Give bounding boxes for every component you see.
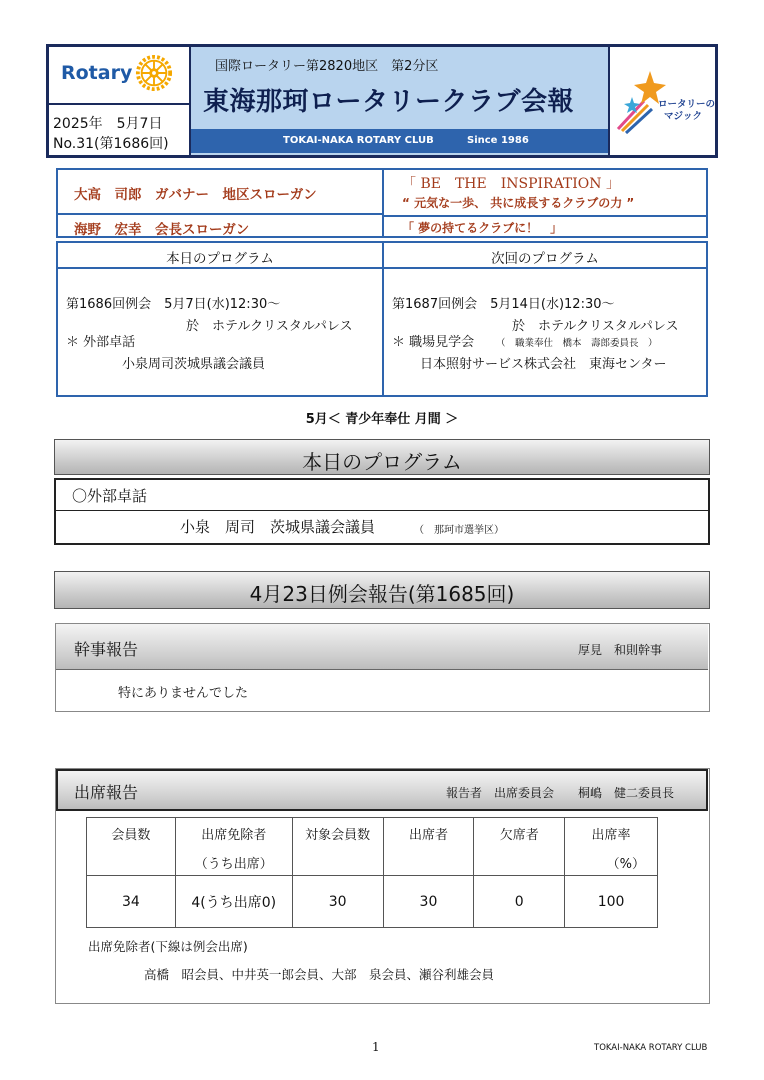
secretary-report-body: 特にありませんでした (118, 686, 249, 701)
magic-logo-text (658, 99, 715, 123)
att-head-present (383, 818, 474, 876)
next-line-3: ＊ 職場見学会 (392, 335, 475, 350)
today-line-4: 小泉周司茨城県議会議員 (122, 357, 266, 372)
today-program-header-label: 本日のプログラム (166, 251, 274, 267)
logo-area (49, 47, 189, 102)
rotary-wheel-icon (135, 54, 173, 92)
month-theme: 5月＜ 青少年奉仕 月間 ＞ (305, 412, 459, 427)
meeting-report-bar (54, 571, 710, 609)
today-line-1: 第1686回例会 5月7日(水)12:30～ (66, 297, 281, 312)
attendance-reporter: 報告者 出席委員会 桐嶋 健二委員長 (446, 786, 675, 800)
att-head-exempt (175, 818, 292, 876)
issue-info (49, 103, 189, 155)
today-program-divider (56, 510, 708, 511)
next-line-1: 第1687回例会 5月14日(水)12:30～ (392, 297, 615, 312)
today-line-2: 於 ホテルクリスタルパレス (186, 319, 353, 334)
page-number: 1 (372, 1040, 380, 1054)
today-program-body (58, 269, 384, 395)
secretary-reporter: 厚見 和則幹事 (578, 643, 663, 657)
att-head-absent-label: 欠席者 (499, 828, 539, 843)
att-val-target: 30 (292, 876, 383, 928)
today-program-box (54, 478, 710, 545)
attendance-table (86, 817, 658, 928)
governor-slogan-cell (58, 170, 384, 215)
governor-slogan-jp: “ 元気な一歩、 共に成長するクラブの力 ” (402, 196, 635, 210)
meeting-report-title: 4月23日例会報告(第1685回) (249, 582, 515, 606)
today-program-item: 〇外部卓話 (72, 487, 148, 505)
secretary-report-header (56, 624, 708, 670)
today-speaker-note: （ 那珂市選挙区） (414, 525, 504, 536)
att-val-absent: 0 (474, 876, 565, 928)
slogan-divider (384, 215, 706, 217)
attendance-header-row (87, 818, 658, 876)
att-head-exempt-label: 出席免除者 (201, 828, 267, 843)
today-line-3: ＊ 外部卓話 (66, 335, 136, 350)
magic-line-1: ロータリーの (658, 99, 716, 110)
magic-logo-area (610, 47, 715, 155)
secretary-report-title: 幹事報告 (74, 640, 139, 659)
today-speaker: 小泉 周司 茨城県議会議員 (180, 518, 376, 536)
attendance-title: 出席報告 (74, 783, 139, 802)
att-head-members (87, 818, 176, 876)
president-slogan-cell (58, 215, 384, 236)
since-label: Since 1986 (467, 135, 529, 146)
magic-line-2: マジック (664, 111, 703, 122)
exempt-names: 高橋 昭会員、中井英一郎会員、大部 泉会員、瀬谷利雄会員 (144, 967, 495, 982)
district-label: 国際ロータリー第2820地区 第2分区 (215, 59, 439, 74)
today-program-title: 本日のプログラム (302, 450, 462, 474)
att-head-absent (474, 818, 565, 876)
next-line-4: 日本照射サービス株式会社 東海センター (420, 357, 667, 372)
footer-club-name: TOKAI-NAKA ROTARY CLUB (594, 1043, 708, 1053)
newsletter-header (46, 44, 718, 158)
club-title: 東海那珂ロータリークラブ会報 (203, 87, 575, 117)
next-program-header-label: 次回のプログラム (491, 251, 599, 267)
governor-slogan-en: 「 BE THE INSPIRATION 」 (402, 176, 620, 192)
attendance-value-row (87, 876, 658, 928)
att-head-members-label: 会員数 (111, 828, 151, 843)
slogan-table (56, 168, 708, 238)
today-program-header (58, 243, 384, 269)
att-head-target (292, 818, 383, 876)
issue-number: No.31(第1686回) (53, 136, 169, 152)
attendance-header (56, 769, 708, 811)
governor-label: 大高 司郎 ガバナー 地区スローガン (74, 187, 317, 203)
club-band (191, 129, 608, 153)
club-english-name: TOKAI-NAKA ROTARY CLUB (283, 135, 434, 146)
today-program-bar (54, 439, 710, 475)
att-val-members: 34 (87, 876, 176, 928)
att-head-present-label: 出席者 (408, 828, 448, 843)
next-line-3-note: （ 職業奉仕 橋本 壽郎委員長 ） (496, 338, 658, 349)
att-head-rate-label: 出席率 (591, 828, 631, 843)
att-head-rate-sub: （%） (606, 857, 645, 872)
exempt-label: 出席免除者(下線は例会出席) (88, 939, 248, 954)
secretary-report-box (55, 623, 710, 712)
president-label: 海野 宏幸 会長スローガン (74, 222, 250, 238)
att-val-present: 30 (383, 876, 474, 928)
next-line-2: 於 ホテルクリスタルパレス (512, 319, 679, 334)
title-area (189, 47, 610, 155)
rotary-logo-text: Rotary (61, 62, 133, 84)
issue-date: 2025年 5月7日 (53, 116, 163, 132)
att-head-exempt-sub: （うち出席） (194, 857, 273, 872)
attendance-box (55, 768, 710, 1004)
att-val-rate: 100 (565, 876, 658, 928)
att-head-rate (565, 818, 658, 876)
next-program-header (384, 243, 706, 269)
president-slogan: 「 夢の持てるクラブに！ 」 (402, 221, 563, 235)
att-val-exempt: 4(うち出席0) (175, 876, 292, 928)
att-head-target-label: 対象会員数 (305, 828, 371, 843)
program-table (56, 241, 708, 397)
next-program-body (384, 269, 706, 395)
